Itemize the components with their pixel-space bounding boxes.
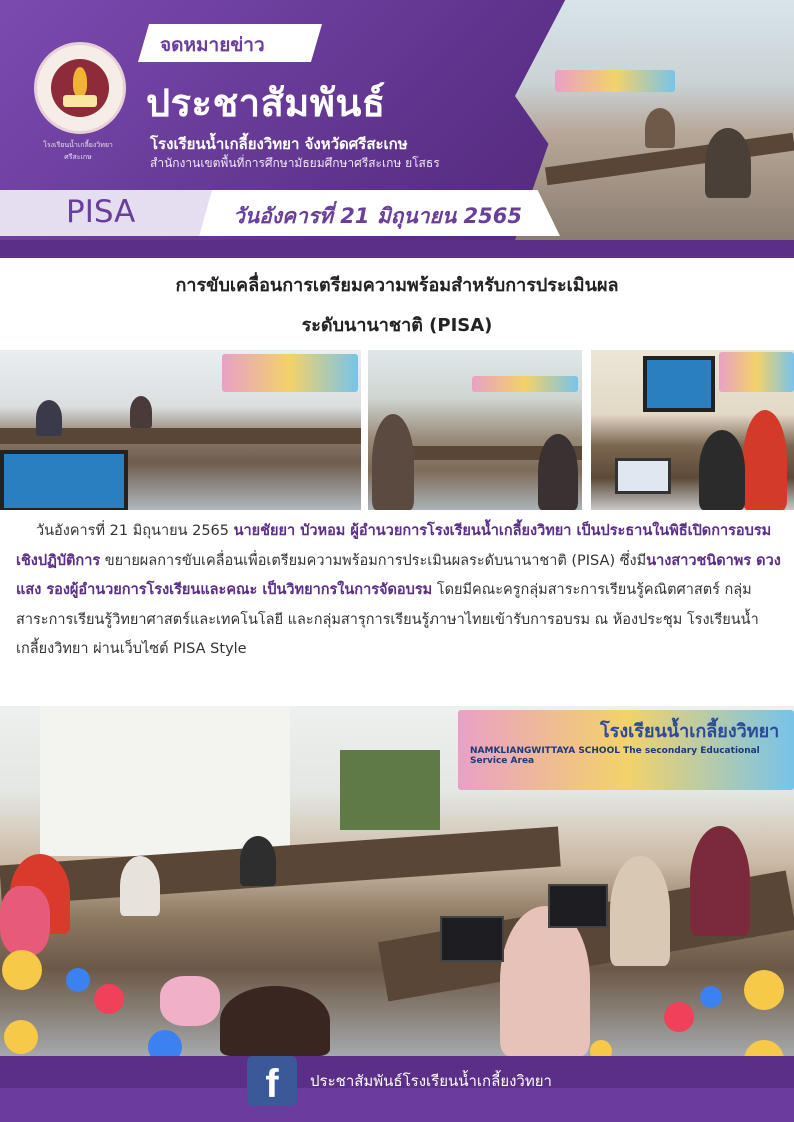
body-speaker-name: นางสาวชนิดาพร ดวงแสง รองผู้อำนวยการโรงเรียนและคณะ เป็นวิทยากรในการจัดอบรม	[16, 552, 781, 598]
school-name: โรงเรียนน้ำเกลี้ยงวิทยา จังหวัดศรีสะเกษ	[150, 135, 408, 153]
banner-caption: NAMKLIANGWITTAYA SCHOOL The secondary Educational Service Area	[470, 746, 760, 766]
body-text-2: โดยมีคณะครูกลุ่มสาระการเรียนรู้คณิตศาสตร์ กลุ่มสาระการเรียนรู้วิทยาศาสตร์และเทคโนโลยี และกลุ่มสารุการเรียนรู้ภาษาไทยเข้ารับการอบรม ณ ห้องประชุม โรงเรียนน้ำเกลี้ยงวิทยา ผ่านเว็บไซต์ PISA Style	[16, 582, 759, 657]
laugh-reaction-icon	[4, 1020, 38, 1054]
logo-caption-2: ศรีสะเกษ	[64, 153, 92, 161]
education-office: สำนักงานเขตพื้นที่การศึกษามัธยมศึกษาศรีสะเกษ ยโสธร	[150, 156, 440, 170]
body-date: วันอังคารที่ 21 มิถุนายน 2565	[36, 523, 234, 539]
photo-training-room-3	[591, 350, 794, 510]
footer-bar-lower	[0, 1088, 794, 1122]
header-bottom-stripe	[0, 240, 794, 258]
photo-training-room-2	[368, 350, 582, 510]
article-title-line-1: การขับเคลื่อนการเตรียมความพร้อมสำหรับการประเมินผล	[175, 275, 619, 296]
topic-label: PISA	[66, 194, 136, 230]
logo-emblem	[51, 59, 109, 117]
like-reaction-icon	[66, 968, 90, 992]
facebook-letter: f	[265, 1062, 279, 1106]
newsletter-tag: จดหมายข่าว	[160, 34, 265, 56]
article-title-line-2: ระดับนานาชาติ (PISA)	[301, 315, 493, 336]
wow-reaction-icon	[2, 950, 42, 990]
body-text-1: ขยายผลการขับเคลื่อนเพื่อเตรียมความพร้อมการประเมินผลระดับนานาชาติ (PISA) ซึ่งมี	[100, 552, 647, 569]
heart-reaction-icon	[664, 1002, 694, 1032]
facebook-page-name[interactable]: ประชาสัมพันธ์โรงเรียนน้ำเกลี้ยงวิทยา	[310, 1072, 552, 1090]
header-meeting-photo	[515, 0, 794, 240]
book-icon	[63, 95, 97, 107]
school-logo	[34, 42, 126, 134]
facebook-icon[interactable]	[247, 1056, 297, 1106]
article-body	[16, 517, 782, 665]
torch-icon	[73, 67, 87, 97]
photo-training-room-1	[0, 350, 361, 510]
wow-reaction-icon	[744, 970, 784, 1010]
newsletter-header	[0, 0, 794, 258]
banner-title: โรงเรียนน้ำเกลี้ยงวิทยา	[600, 721, 780, 742]
body-chair-name: นายชัยยา บัวหอม ผู้อำนวยการโรงเรียนน้ำเกลี้ยงวิทยา เป็นประธานในพิธีเปิดการอบรมเชิงปฏิบัติการ	[16, 523, 772, 569]
heart-reaction-icon	[94, 984, 124, 1014]
issue-date: วันอังคารที่ 21 มิถุนายน 2565	[233, 204, 522, 228]
newsletter-title: ประชาสัมพันธ์	[146, 81, 386, 125]
like-reaction-icon	[700, 986, 722, 1008]
logo-caption-1: โรงเรียนน้ำเกลี้ยงวิทยา	[43, 141, 113, 149]
